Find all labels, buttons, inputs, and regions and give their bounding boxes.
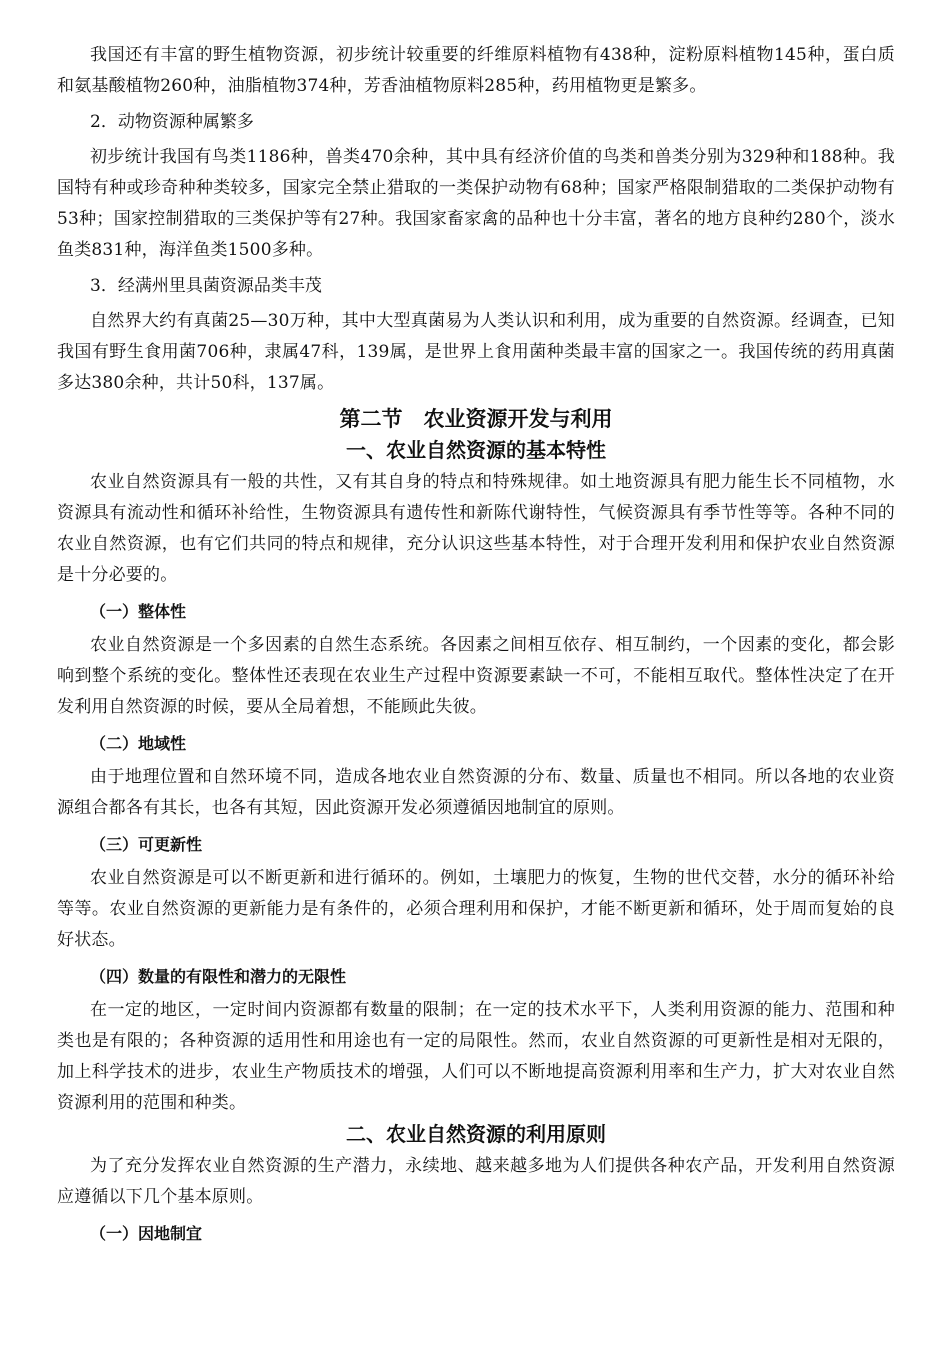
- paragraph-wild-plants: 我国还有丰富的野生植物资源，初步统计较重要的纤维原料植物有438种，淀粉原料植物145种，蛋白质和氨基酸植物260种，油脂植物374种，芳香油植物原料285种，药用植物更是繁多。: [57, 45, 895, 96]
- heading-limited-quantity: （四）数量的有限性和潜力的无限性: [90, 967, 347, 986]
- paragraph-limited-quantity: 在一定的地区，一定时间内资源都有数量的限制；在一定的技术水平下，人类利用资源的能力、范围和种类也是有限的；各种资源的适用性和用途也有一定的局限性。然而，农业自然资源的可更新性是相对无限的，加上科学技术的进步，农业生产物质技术的增强，人们可以不断地提高资源利用率和生产力，扩大对农业自然资源利用的范围和种类。: [57, 1000, 895, 1113]
- paragraph-renewable: 农业自然资源是可以不断更新和进行循环的。例如，土壤肥力的恢复，生物的世代交替，水分的循环补给等等。农业自然资源的更新能力是有条件的，必须合理利用和保护，才能不断更新和循环，处于周而复始的良好状态。: [57, 868, 895, 950]
- paragraph-characteristics-intro: 农业自然资源具有一般的共性，又有其自身的特点和特殊规律。如土地资源具有肥力能生长不同植物，水资源具有流动性和循环补给性，生物资源具有遗传性和新陈代谢特性，气候资源具有季节性等等。各种不同的农业自然资源，也有它们共同的特点和规律，充分认识这些基本特性，对于合理开发利用和保护农业自然资源是十分必要的。: [57, 472, 895, 585]
- document-page: [57, 40, 895, 1252]
- paragraph-fungi-resources: 自然界大约有真菌25—30万种，其中大型真菌易为人类认识和利用，成为重要的自然资源。经调查，已知我国有野生食用菌706种，隶属47科，139属，是世界上食用菌种类最丰富的国家之一。我国传统的药用真菌多达380余种，共计50科，137属。: [57, 311, 895, 393]
- subheading-animal-resources: 2．动物资源种属繁多: [90, 112, 254, 132]
- paragraph-principles-intro: 为了充分发挥农业自然资源的生产潜力，永续地、越来越多地为人们提供各种农产品，开发利用自然资源应遵循以下几个基本原则。: [57, 1156, 895, 1207]
- heading-integrity: （一）整体性: [90, 602, 187, 621]
- paragraph-integrity: 农业自然资源是一个多因素的自然生态系统。各因素之间相互依存、相互制约，一个因素的变化，都会影响到整个系统的变化。整体性还表现在农业生产过程中资源要素缺一不可，不能相互取代。整体性决定了在开发利用自然资源的时候，要从全局着想，不能顾此失彼。: [57, 635, 895, 717]
- section-subtitle-characteristics: 一、农业自然资源的基本特性: [346, 438, 606, 462]
- paragraph-animal-resources: 初步统计我国有鸟类1186种，兽类470余种，其中具有经济价值的鸟类和兽类分别为329种和188种。我国特有种或珍奇种种类较多，国家完全禁止猎取的一类保护动物有68种；国家严格限制猎取的二类保护动物有53种；国家控制猎取的三类保护等有27种。我国家畜家禽的品种也十分丰富，著名的地方良种约280个，淡水鱼类831种，海洋鱼类1500多种。: [57, 147, 895, 260]
- heading-regional: （二）地域性: [90, 734, 187, 753]
- paragraph-regional: 由于地理位置和自然环境不同，造成各地农业自然资源的分布、数量、质量也不相同。所以各地的农业资源组合都各有其长，也各有其短，因此资源开发必须遵循因地制宜的原则。: [57, 767, 895, 818]
- section-title: 第二节 农业资源开发与利用: [339, 407, 613, 431]
- heading-renewable: （三）可更新性: [90, 835, 203, 854]
- subheading-fungi-resources: 3．经满州里具菌资源品类丰茂: [90, 276, 322, 296]
- section-subtitle-principles: 二、农业自然资源的利用原则: [346, 1122, 606, 1146]
- heading-local-conditions: （一）因地制宜: [90, 1224, 203, 1243]
